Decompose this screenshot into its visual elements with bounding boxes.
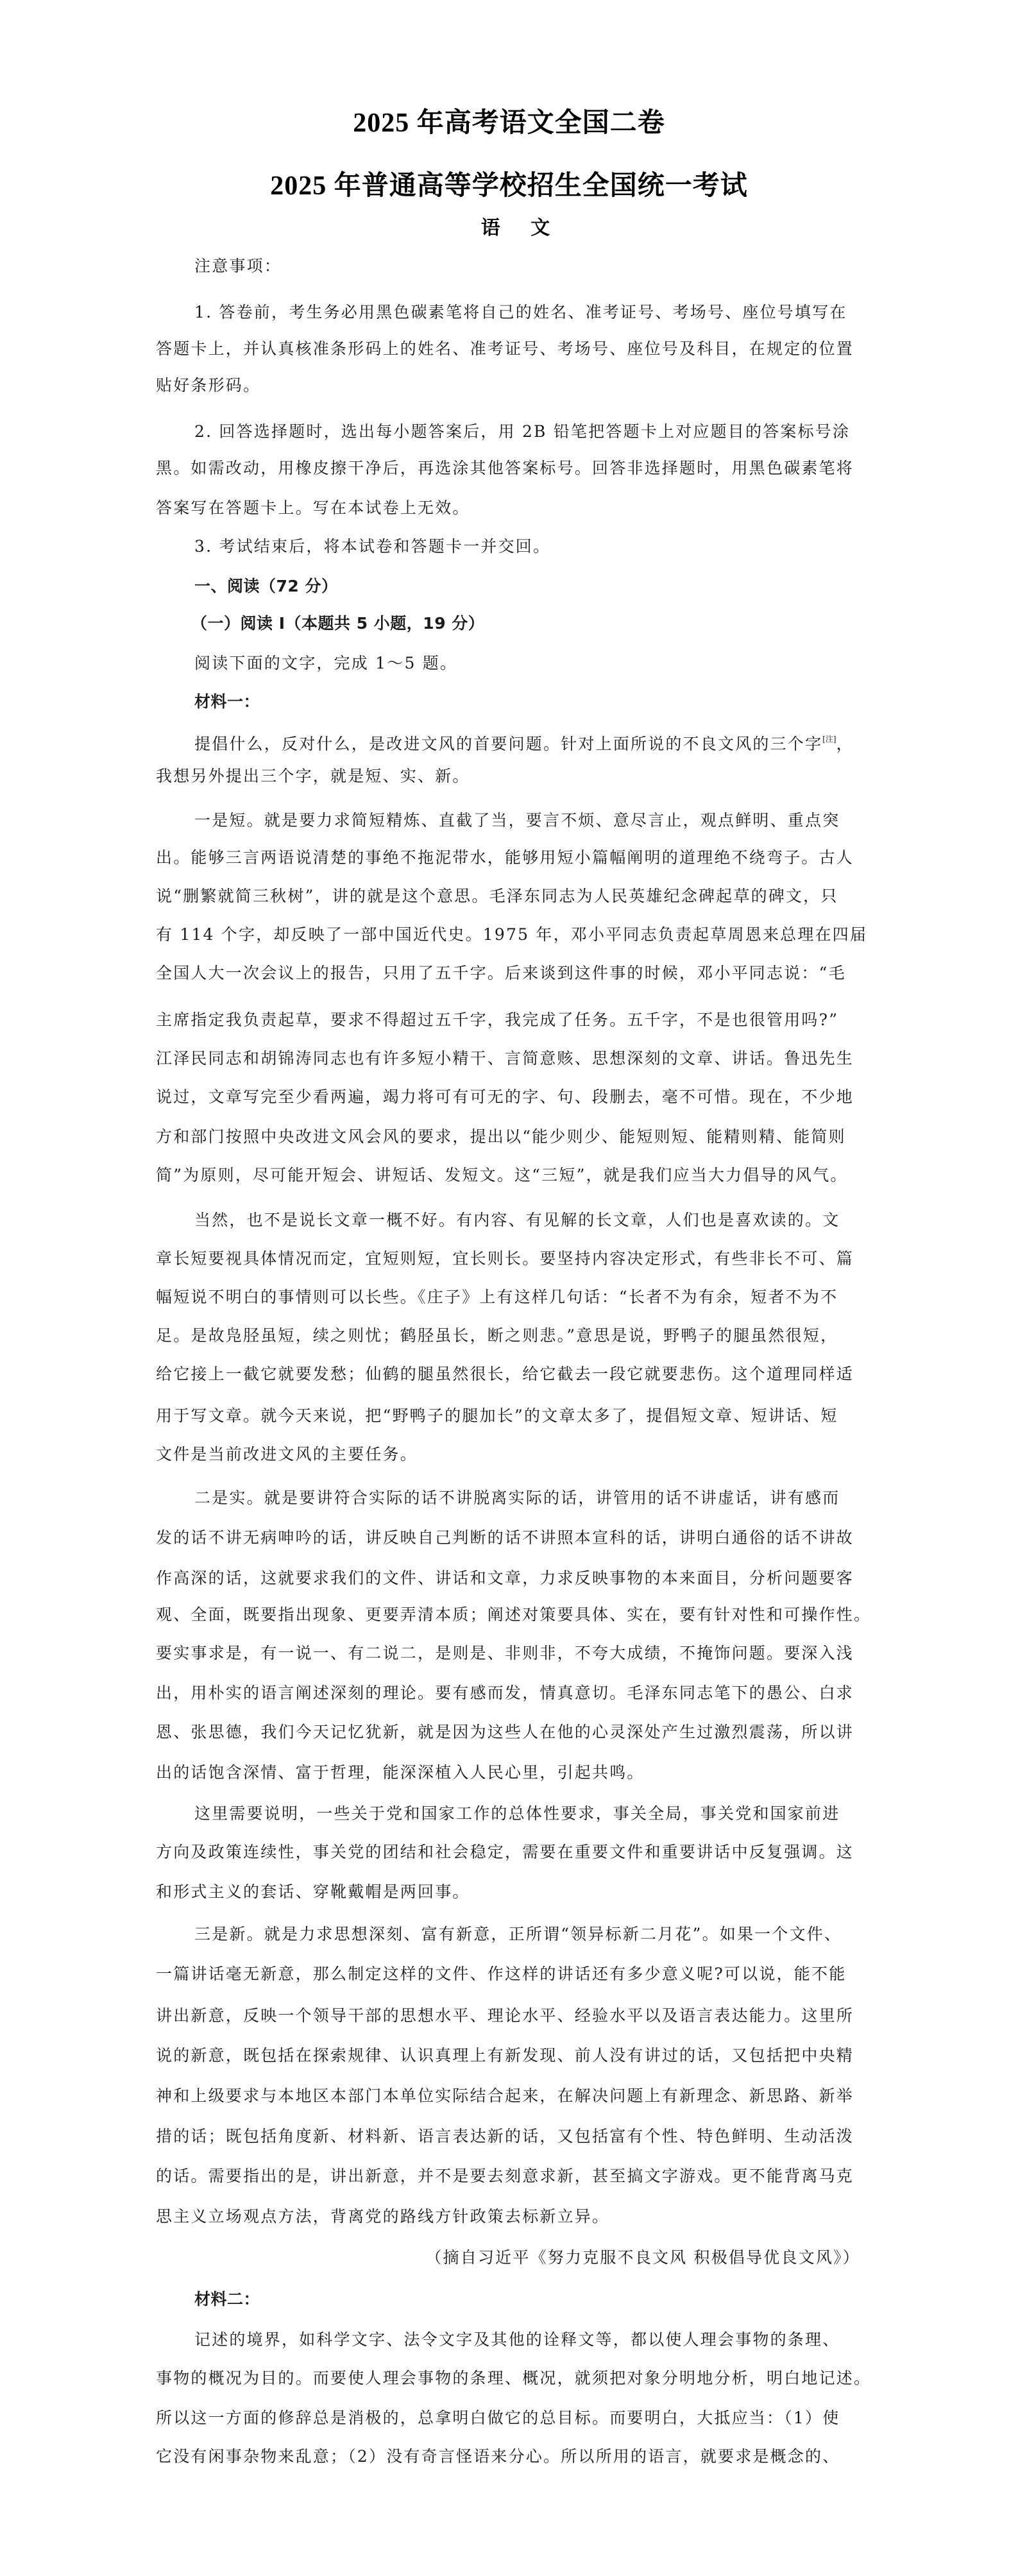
paragraph-line: 说“删繁就简三秋树”，讲的就是这个意思。毛泽东同志为人民英雄纪念碑起草的碑文，只 (156, 887, 838, 905)
paragraph-line: 用于写文章。就今天来说，把“野鸭子的腿加长”的文章太多了，提倡短文章、短讲话、短 (156, 1406, 838, 1425)
paragraph-line: 江泽民同志和胡锦涛同志也有许多短小精干、言简意赅、思想深刻的文章、讲话。鲁迅先生 (156, 1049, 854, 1068)
paragraph-line: 恩、张思德，我们今天记忆犹新，就是因为这些人在他的心灵深处产生过激烈震荡，所以讲 (156, 1723, 854, 1741)
section-heading: 一、阅读（72 分） (194, 577, 338, 595)
notes-line: 1. 答卷前，考生务必用黑色碳素笔将自己的姓名、准考证号、考场号、座位号填写在 (194, 303, 847, 321)
paragraph-line: 发的话不讲无病呻吟的话，讲反映自己判断的话不讲照本宣科的话，讲明白通俗的话不讲故 (156, 1528, 854, 1547)
paragraph-line: 出的话饱含深情、富于哲理，能深深植入人民心里，引起共鸣。 (156, 1763, 645, 1782)
notes-line: 3. 考试结束后，将本试卷和答题卡一并交回。 (194, 537, 551, 556)
notes-line: 答案写在答题卡上。写在本试卷上无效。 (156, 499, 470, 517)
paragraph-line: 措的话；既包括角度新、材料新、语言表达新的话，又包括富有个性、特色鲜明、生动活泼 (156, 2127, 854, 2145)
paragraph-line: 事物的概况为目的。而要使人理会事物的条理、概况，就须把对象分明地分析，明白地记述。 (156, 2369, 872, 2387)
paragraph-line: 一是短。就是要力求简短精炼、直截了当，要言不烦、意尽言止，观点鲜明、重点突 (194, 811, 840, 830)
paragraph-line: 要实事求是，有一说一、有二说二，是则是、非则非，不夸大成绩，不掩饰问题。要深入浅 (156, 1644, 854, 1662)
paragraph-line: 出。能够三言两语说清楚的事绝不拖泥带水，能够用短小篇幅阐明的道理绝不绕弯子。古人 (156, 848, 854, 867)
material-one-label: 材料一： (194, 692, 260, 711)
subject-label: 语 文 (480, 218, 563, 239)
source-citation: （摘自习近平《努力克服不良文风 积极倡导优良文风》） (425, 2248, 860, 2267)
material-two-label: 材料二： (194, 2290, 260, 2308)
paragraph-line: 简”为原则，尽可能开短会、讲短话、发短文。这“三短”，就是我们应当大力倡导的风气。 (156, 1166, 848, 1184)
notes-line: 黑。如需改动，用橡皮擦干净后，再选涂其他答案标号。回答非选择题时，用黑色碳素笔将 (156, 459, 854, 477)
paragraph-line: 说过，文章写完至少看两遍，竭力将可有可无的字、句、段删去，毫不可惜。现在，不少地 (156, 1088, 854, 1106)
paragraph-line: 章长短要视具体情况而定，宜短则短，宜长则长。要坚持内容决定形式，有些非长不可、篇 (156, 1249, 854, 1268)
document-title: 2025 年高考语文全国二卷 (353, 108, 665, 138)
paragraph-line: 幅短说不明白的事情则可以长些。《庄子》上有这样几句话：“长者不为有余，短者不为不 (156, 1288, 838, 1306)
paragraph-line: 我想另外提出三个字，就是短、实、新。 (156, 767, 470, 785)
paragraph-line: 思主义立场观点方法，背离党的路线方针政策去标新立异。 (156, 2207, 610, 2226)
paragraph-line: 主席指定我负责起草，要求不得超过五千字，我完成了任务。五千字，不是也很管用吗?” (156, 1011, 839, 1029)
paragraph-line: 当然，也不是说长文章一概不好。有内容、有见解的长文章，人们也是喜欢读的。文 (194, 1211, 840, 1229)
paragraph-line: 方向及政策连续性，事关党的团结和社会稳定，需要在重要文件和重要讲话中反复强调。这 (156, 1843, 854, 1861)
notes-line: 2. 回答选择题时，选出每小题答案后，用 2B 铅笔把答题卡上对应题目的答案标号涂 (194, 422, 851, 441)
paragraph-line: 这里需要说明，一些关于党和国家工作的总体性要求，事关全局，事关党和国家前进 (194, 1804, 840, 1823)
paragraph-line: 记述的境界，如科学文字、法令文字及其他的诠释文等，都以使人理会事物的条理、 (194, 2330, 840, 2349)
paragraph-text: 提倡什么，反对什么，是改进文风的首要问题。针对上面所说的不良文风的三个字 (194, 735, 823, 753)
paragraph-line: 和形式主义的套话、穿靴戴帽是两回事。 (156, 1882, 470, 1901)
paragraph-line: 有 114 个字，却反映了一部中国近代史。1975 年，邓小平同志负责起草周恩来总理在四届 (156, 925, 868, 944)
footnote-marker: [注] (822, 735, 836, 744)
paragraph-line: 二是实。就是要讲符合实际的话不讲脱离实际的话，讲管用的话不讲虚话，讲有感而 (194, 1488, 840, 1507)
paragraph-line: 讲出新意，反映一个领导干部的思想水平、理论水平、经验水平以及语言表达能力。这里所 (156, 2006, 854, 2025)
paragraph-line: 神和上级要求与本地区本部门本单位实际结合起来，在解决问题上有新理念、新思路、新举 (156, 2086, 854, 2105)
reading-instruction: 阅读下面的文字，完成 1～5 题。 (194, 654, 458, 672)
paragraph-line: 观、全面，既要指出现象、更要弄清本质；阐述对策要具体、实在，要有针对性和可操作性。 (156, 1605, 872, 1624)
paragraph-line (194, 728, 861, 755)
paragraph-line: 给它接上一截它就要发愁；仙鹤的腿虽然很长，给它截去一段它就要悲伤。这个道理同样适 (156, 1365, 854, 1383)
paragraph-line: 全国人大一次会议上的报告，只用了五千字。后来谈到这件事的时候，邓小平同志说：“毛 (156, 964, 846, 982)
notes-line: 贴好条形码。 (156, 376, 261, 395)
section-subheading: （一）阅读 I（本题共 5 小题，19 分） (191, 614, 485, 633)
paragraph-line: 它没有闲事杂物来乱意；（2）没有奇言怪语来分心。所以所用的语言，就要求是概念的、 (156, 2447, 840, 2466)
paragraph-line: 说的新意，既包括在探索规律、认识真理上有新发现、前人没有讲过的话，又包括把中央精 (156, 2046, 854, 2065)
paragraph-line: 出，用朴实的语言阐述深刻的理论。要有感而发，情真意切。毛泽东同志笔下的愚公、白求 (156, 1684, 854, 1702)
exam-subtitle: 2025 年普通高等学校招生全国统一考试 (270, 171, 748, 201)
paragraph-line: 一篇讲话毫无新意，那么制定这样的文件、作这样的讲话还有多少意义呢?可以说，能不能 (156, 1965, 847, 1983)
paragraph-line: 三是新。就是力求思想深刻、富有新意，正所谓“领异标新二月花”。如果一个文件、 (194, 1925, 842, 1943)
notes-line: 答题卡上，并认真核准条形码上的姓名、准考证号、考场号、座位号及科目，在规定的位置 (156, 339, 854, 358)
paragraph-line: 所以这一方面的修辞总是消极的，总拿明白做它的总目标。而要明白，大抵应当：（1）使 (156, 2409, 840, 2427)
paragraph-line: 足。是故凫胫虽短，续之则忧；鹤胫虽长，断之则悲。”意思是说，野鸭子的腿虽然很短， (156, 1326, 838, 1345)
notes-heading: 注意事项： (194, 257, 282, 275)
paragraph-line: 的话。需要指出的是，讲出新意，并不是要去刻意求新，甚至搞文字游戏。更不能背离马克 (156, 2167, 854, 2185)
paragraph-line: 作高深的话，这就要求我们的文件、讲话和文章，力求反映事物的本来面目，分析问题要客 (156, 1569, 854, 1587)
paragraph-line: 文件是当前改进文风的主要任务。 (156, 1445, 418, 1463)
paragraph-line: 方和部门按照中央改进文风会风的要求，提出以“能少则少、能短则短、能精则精、能简则 (156, 1127, 846, 1146)
paragraph-text: ， (836, 735, 854, 753)
